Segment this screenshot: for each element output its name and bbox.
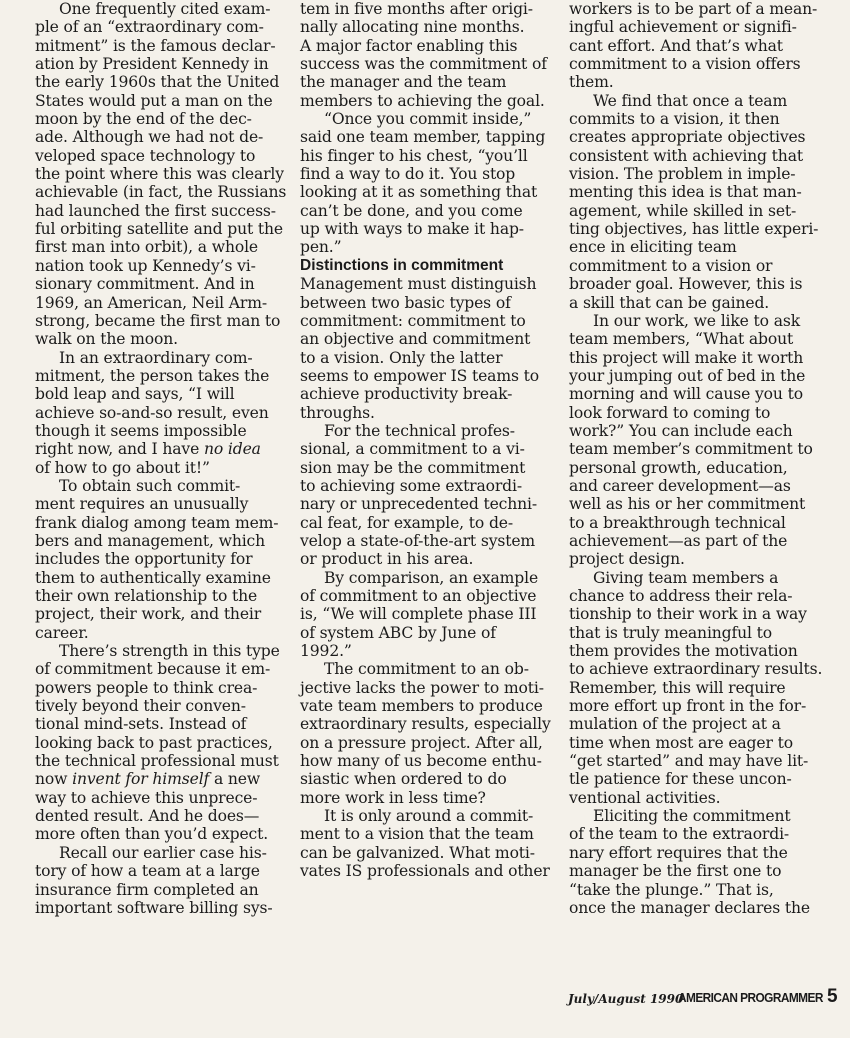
text-line: ade. Although we had not de- <box>35 128 264 147</box>
text-line: looking at it as something that <box>300 183 538 202</box>
text-line: ventional activities. <box>569 788 721 807</box>
text-line: of commitment to an objective <box>300 587 537 605</box>
text-line: to achieve extraordinary results. <box>569 660 823 679</box>
paragraph-quote <box>300 110 558 257</box>
text-line: One frequently cited exam- <box>59 0 271 18</box>
text-line: ment to a vision that the team <box>300 825 534 844</box>
text-line: “Once you commit inside,” <box>324 110 532 129</box>
text-line: vate team members to produce <box>300 697 543 716</box>
text-line: said one team member, tapping <box>300 128 546 147</box>
text-line: extraordinary results, especially <box>300 715 551 734</box>
text-line: that is truly meaningful to <box>569 623 773 642</box>
page-number: 5 <box>827 986 838 1007</box>
text-line: Remember, this will require <box>569 678 786 697</box>
text-line: jective lacks the power to moti- <box>300 678 544 697</box>
text-line: and career development—as <box>569 476 791 495</box>
text-line: of system ABC by June of <box>300 623 496 642</box>
text-line: cant effort. And that’s what <box>569 36 783 55</box>
text-run: now <box>35 770 73 789</box>
text-line: to achieving some extraordi- <box>300 476 522 495</box>
column-2 <box>300 0 558 881</box>
text-line: the manager and the team <box>300 73 507 92</box>
text-line: nary or unprecedented techni- <box>300 495 537 514</box>
text-line: For the technical profes- <box>324 421 515 440</box>
text-line: seems to empower IS teams to <box>300 366 539 385</box>
paragraph <box>300 807 558 880</box>
text-line: moon by the end of the dec- <box>35 110 252 129</box>
text-line: ation by President Kennedy in <box>35 55 269 74</box>
text-line: ingful achievement or signifi- <box>569 18 797 37</box>
text-line: tory of how a team at a large <box>35 862 260 881</box>
text-line: In our work, we like to ask <box>593 311 801 330</box>
text-line: menting this idea is that man- <box>569 183 802 202</box>
paragraph <box>300 569 558 661</box>
paragraph <box>35 844 285 917</box>
text-line: veloped space technology to <box>35 146 256 165</box>
text-line: work?” You can include each <box>569 421 793 440</box>
text-line: to a breakthrough technical <box>569 513 786 532</box>
text-line: a skill that can be gained. <box>569 293 770 312</box>
text-line: Management must distinguish <box>300 275 537 294</box>
text-line: ful orbiting satellite and put the <box>35 220 283 239</box>
text-line: more effort up front in the for- <box>569 697 807 716</box>
text-line: the early 1960s that the United <box>35 73 280 92</box>
paragraph <box>569 807 850 917</box>
text-line: broader goal. However, this is <box>569 275 803 294</box>
text-line: nally allocating nine months. <box>300 18 525 37</box>
text-line: find a way to do it. You stop <box>300 165 516 184</box>
section-heading: Distinctions in commitment <box>300 256 504 274</box>
text-line: A major factor enabling this <box>300 36 518 55</box>
text-line: achievable (in fact, the Russians <box>35 183 287 202</box>
text-line: creates appropriate objectives <box>569 128 806 147</box>
paragraph <box>300 422 558 569</box>
paragraph <box>35 477 285 642</box>
text-line: commitment to a vision or <box>569 256 773 275</box>
text-line: your jumping out of bed in the <box>569 366 806 385</box>
text-line: can be galvanized. What moti- <box>300 843 535 862</box>
text-line: States would put a man on the <box>35 91 273 110</box>
text-line: dented result. And he does— <box>35 807 260 826</box>
column-1 <box>35 0 285 917</box>
text-line: pen.” <box>300 238 342 257</box>
text-line: vates IS professionals and other <box>300 862 550 881</box>
text-line: frank dialog among team mem- <box>35 513 279 532</box>
text-line: look forward to coming to <box>569 403 771 422</box>
text-line: to a vision. Only the latter <box>300 348 503 367</box>
text-line: mitment” is the famous declar- <box>35 36 276 55</box>
paragraph <box>569 92 850 312</box>
text-line: sionary commitment. And in <box>35 275 255 294</box>
text-line: ple of an “extraordinary com- <box>35 18 264 37</box>
text-line: We find that once a team <box>593 91 788 110</box>
text-line: up with ways to make it hap- <box>300 220 524 239</box>
text-line: this project will make it worth <box>569 348 804 367</box>
text-line: Giving team members a <box>593 568 779 587</box>
text-line: workers is to be part of a mean- <box>569 0 818 18</box>
text-line: strong, became the first man to <box>35 311 281 330</box>
text-line: though it seems impossible <box>35 421 247 440</box>
text-line: morning and will cause you to <box>569 385 803 404</box>
text-line: throughs. <box>300 403 375 422</box>
text-line: tem in five months after origi- <box>300 0 533 18</box>
text-run: a new <box>209 770 261 789</box>
text-line: the technical professional must <box>35 752 279 771</box>
text-line: more work in less time? <box>300 788 486 807</box>
text-line: 1992.” <box>300 642 352 661</box>
text-line <box>35 440 285 458</box>
text-run: right now, and I have <box>35 440 204 459</box>
text-line: agement, while skilled in set- <box>569 201 797 220</box>
paragraph <box>569 569 850 807</box>
emphasis-text: no idea <box>203 440 261 459</box>
text-line: tively beyond their conven- <box>35 697 246 716</box>
text-line: cal feat, for example, to de- <box>300 513 513 532</box>
text-line: or product in his area. <box>300 550 474 569</box>
text-line: chance to address their rela- <box>569 587 793 605</box>
text-line: tle patience for these uncon- <box>569 770 792 789</box>
text-line: them to authentically examine <box>35 568 271 587</box>
paragraph <box>569 312 850 569</box>
text-line: members to achieving the goal. <box>300 91 545 110</box>
text-line: achieve so-and-so result, even <box>35 403 269 422</box>
text-line: It is only around a commit- <box>324 807 534 826</box>
text-line: career. <box>35 623 89 642</box>
text-line: sion may be the commitment <box>300 458 526 477</box>
paragraph <box>300 275 558 422</box>
text-line: nation took up Kennedy’s vi- <box>35 256 256 275</box>
text-line: success was the commitment of <box>300 55 547 74</box>
page-footer <box>0 984 850 1024</box>
text-line: of commitment because it em- <box>35 660 271 679</box>
paragraph-continued <box>569 0 850 92</box>
text-line: an objective and commitment <box>300 330 531 349</box>
emphasis-text: invent for himself <box>72 770 210 789</box>
text-line: nary effort requires that the <box>569 843 788 862</box>
text-line: how many of us become enthu- <box>300 752 542 771</box>
text-line: team member’s commitment to <box>569 440 813 459</box>
text-line: commitment: commitment to <box>300 311 526 330</box>
text-line: “get started” and may have lit- <box>569 752 809 771</box>
text-line: tionship to their work in a way <box>569 605 807 624</box>
text-line: ence in eliciting team <box>569 238 737 257</box>
text-line: The commitment to an ob- <box>324 660 529 679</box>
text-line: project design. <box>569 550 685 569</box>
text-line: on a pressure project. After all, <box>300 733 543 752</box>
text-line: includes the opportunity for <box>35 550 253 569</box>
paragraph <box>35 642 285 844</box>
text-line: commitment to a vision offers <box>569 55 801 74</box>
paragraph <box>300 660 558 807</box>
text-line: commits to a vision, it then <box>569 110 780 129</box>
text-line: is, “We will complete phase III <box>300 605 537 624</box>
text-line: had launched the first success- <box>35 201 276 220</box>
text-line: them. <box>569 73 614 92</box>
text-line: There’s strength in this type <box>59 642 280 661</box>
text-line: project, their work, and their <box>35 605 262 624</box>
text-line: achieve productivity break- <box>300 385 513 404</box>
text-line: ment requires an unusually <box>35 495 249 514</box>
text-line: manager be the first one to <box>569 862 782 881</box>
paragraph-continued <box>300 0 558 110</box>
text-line: tional mind-sets. Instead of <box>35 715 247 734</box>
text-line: sional, a commitment to a vi- <box>300 440 525 459</box>
text-line: By comparison, an example <box>324 568 539 587</box>
text-line: their own relationship to the <box>35 587 258 605</box>
magazine-title: AMERICAN PROGRAMMER <box>678 991 823 1005</box>
paragraph <box>35 349 285 477</box>
text-line: them provides the motivation <box>569 642 798 661</box>
text-line: mitment, the person takes the <box>35 366 270 385</box>
text-line: “take the plunge.” That is, <box>569 880 774 899</box>
text-line: In an extraordinary com- <box>59 348 253 367</box>
text-line: his finger to his chest, “you’ll <box>300 146 528 165</box>
text-line: bold leap and says, “I will <box>35 385 235 404</box>
text-line: first man into orbit), a whole <box>35 238 258 257</box>
text-line: bers and management, which <box>35 531 266 550</box>
text-line: ting objectives, has little experi- <box>569 220 819 239</box>
text-line: mulation of the project at a <box>569 715 781 734</box>
text-line: 1969, an American, Neil Arm- <box>35 293 267 312</box>
text-line: more often than you’d expect. <box>35 825 269 844</box>
text-line: powers people to think crea- <box>35 678 258 697</box>
text-line: To obtain such commit- <box>59 476 241 495</box>
paragraph <box>35 0 285 349</box>
text-line: important software billing sys- <box>35 898 273 917</box>
text-line: achievement—as part of the <box>569 531 788 550</box>
text-line: vision. The problem in imple- <box>569 165 796 184</box>
text-line: team members, “What about <box>569 330 794 349</box>
issue-date: July/August 1990 <box>568 992 684 1006</box>
text-line: of how to go about it!” <box>35 458 210 477</box>
text-line: Recall our earlier case his- <box>59 843 267 862</box>
text-line <box>35 770 285 788</box>
text-line: once the manager declares the <box>569 898 810 917</box>
text-line: well as his or her commitment <box>569 495 806 514</box>
text-line: consistent with achieving that <box>569 146 803 165</box>
text-line: time when most are eager to <box>569 733 793 752</box>
text-line: velop a state-of-the-art system <box>300 531 536 550</box>
text-line: insurance firm completed an <box>35 880 259 899</box>
text-line: can’t be done, and you come <box>300 201 523 220</box>
text-line: looking back to past practices, <box>35 733 273 752</box>
text-line: way to achieve this unprece- <box>35 788 258 807</box>
text-line: of the team to the extraordi- <box>569 825 790 844</box>
text-line: between two basic types of <box>300 293 511 312</box>
text-line: walk on the moon. <box>35 330 178 349</box>
column-3 <box>569 0 850 917</box>
text-line: personal growth, education, <box>569 458 788 477</box>
text-line: the point where this was clearly <box>35 165 284 184</box>
text-line: Eliciting the commitment <box>593 807 791 826</box>
text-line: siastic when ordered to do <box>300 770 507 789</box>
